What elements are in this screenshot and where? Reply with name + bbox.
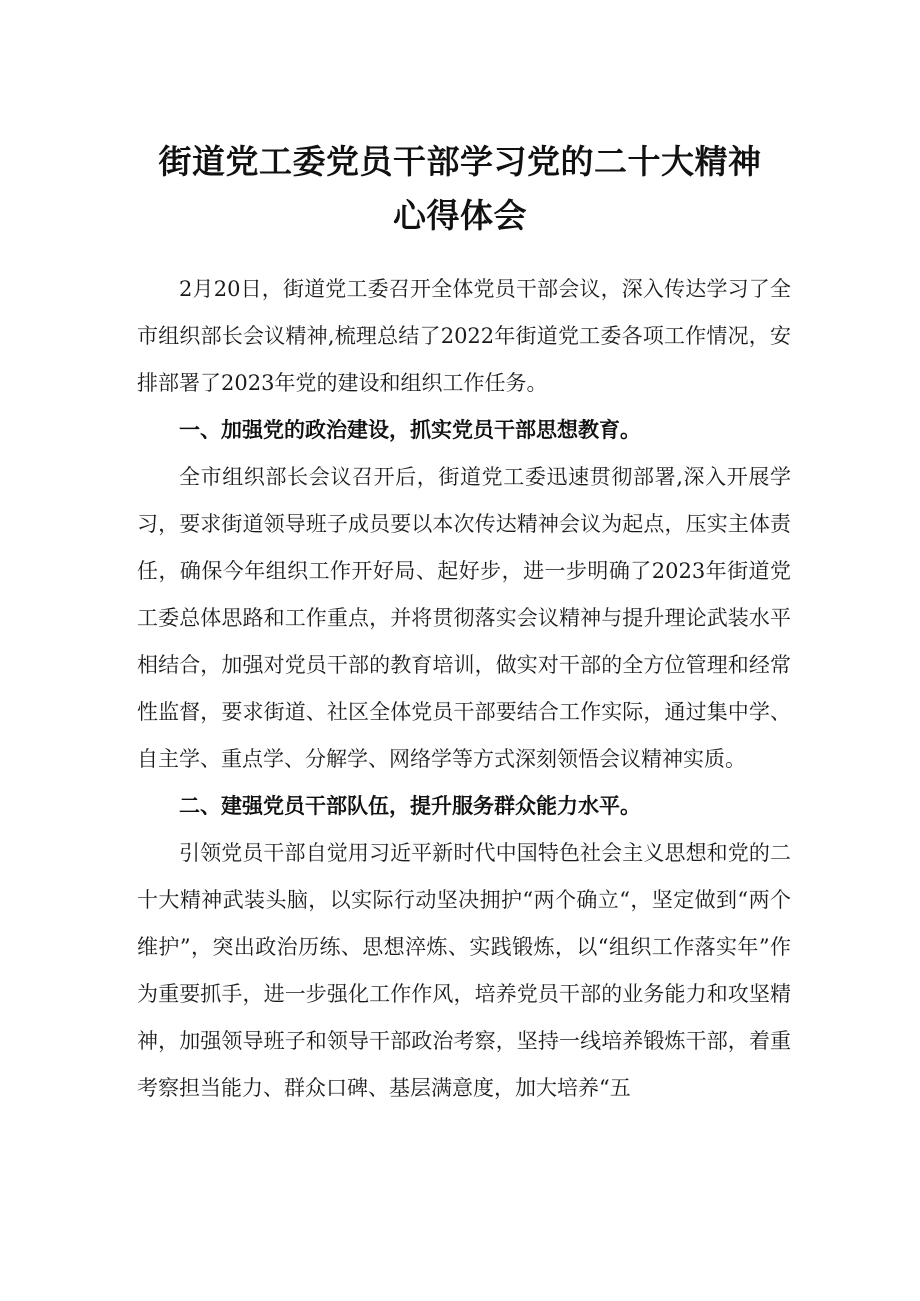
document-title-line-1: 街道党工委党员干部学习党的二十大精神	[158, 142, 762, 181]
intro-paragraph: 2月20日，街道党工委召开全体党员干部会议，深入传达学习了全市组织部长会议精神,梳理总结了2022年街道党工委各项工作情况，安排部署了2023年党的建设和组织工作任务。	[137, 277, 791, 395]
section-2-paragraph: 引领党员干部自觉用习近平新时代中国特色社会主义思想和党的二十大精神武装头脑，以实际行动坚决拥护“两个确立“，坚定做到“两个维护”，突出政治历练、思想淬炼、实践锻炼，以“组织工作落实年”作为重要抓手，进一步强化工作作风，培养党员干部的业务能力和攻坚精神，加强领导班子和领导干部政治考察，坚持一线培养锻炼干部，着重考察担当能力、群众口碑、基层满意度，加大培养“五	[137, 841, 791, 1100]
section-1-paragraph: 全市组织部长会议召开后，街道党工委迅速贯彻部署,深入开展学习，要求街道领导班子成员要以本次传达精神会议为起点，压实主体责任，确保今年组织工作开好局、起好步，进一步明确了2023年街道党工委总体思路和工作重点，并将贯彻落实会议精神与提升理论武装水平相结合，加强对党员干部的教育培训，做实对干部的全方位管理和经常性监督，要求街道、社区全体党员干部要结合工作实际，通过集中学、自主学、重点学、分解学、网络学等方式深刻领悟会议精神实质。	[137, 465, 791, 771]
section-heading-1: 一、加强党的政治建设，抓实党员干部思想教育。	[179, 418, 641, 442]
section-heading-2: 二、建强党员干部队伍，提升服务群众能力水平。	[179, 794, 641, 818]
document-body	[137, 266, 791, 1112]
document-title-line-2: 心得体会	[393, 196, 527, 235]
